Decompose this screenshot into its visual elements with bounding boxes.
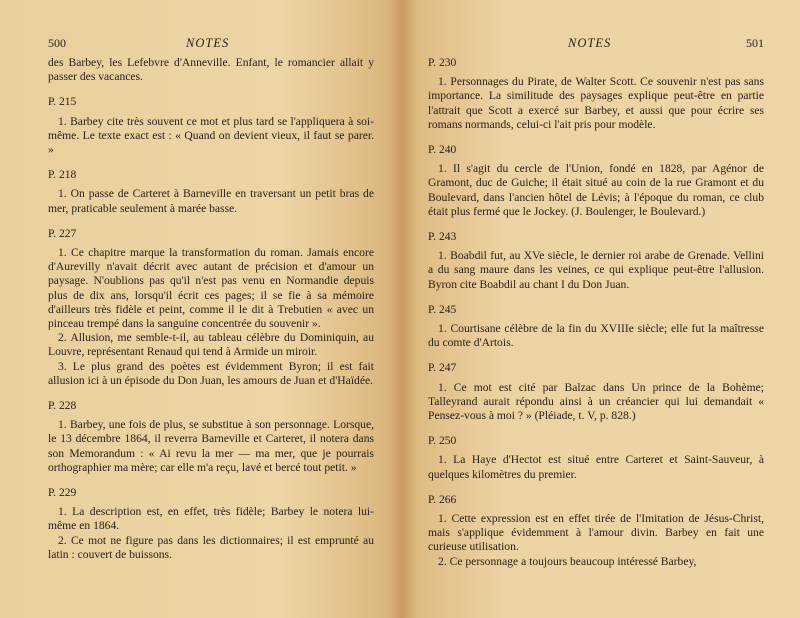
running-head-title: NOTES	[568, 36, 612, 50]
note-text: 1. Barbey cite très souvent ce mot et plus tard se l'appliquera à soi-même. Le texte exact est : « Quand on devient vieux, il faut se parer. »	[48, 114, 374, 157]
note-text: 1. Ce chapitre marque la transformation du roman. Jamais encore d'Aurevilly n'avait décrit avec autant de précision et d'amour un paysage. N'oublions pas qu'il n'est pas venu en Normandie depuis plus de dix ans, lorsqu'il écrit ces pages; il se fie à sa mémoire d'ailleurs très fidèle et peint, comme il le dit à Trebutien « avec un pinceau trempé dans la sanguine concentrée du souvenir ».	[48, 246, 374, 331]
note-ref: P. 230	[428, 56, 457, 69]
left-running-head	[48, 34, 374, 56]
running-head-title: NOTES	[186, 36, 230, 50]
note-block	[48, 399, 374, 475]
note-text: 1. Courtisane célèbre de la fin du XVIIIe siècle; elle fut la maîtresse du comte d'Artois.	[428, 322, 764, 350]
note-block	[48, 168, 374, 216]
note-ref: P. 250	[428, 434, 457, 448]
note-text: 1. Boabdil fut, au XVe siècle, le dernier roi arabe de Grenade. Vellini a du sang maure dans les veines, ce qui explique peut-être l'allusion. Byron cite Boabdil au chant I du Don Juan.	[428, 249, 764, 291]
page-number: 501	[746, 36, 764, 50]
left-notes	[48, 56, 374, 562]
note-ref: P. 243	[428, 230, 457, 244]
note-block	[428, 230, 764, 292]
right-page	[402, 0, 800, 618]
note-block	[428, 493, 764, 569]
note-text: 1. Barbey, une fois de plus, se substitue à son personnage. Lorsque, le 13 décembre 1864, il reverra Barneville et Carteret, il notera dans son Memorandum : « Ai revu la mer — ma mer, que je pourrais orthographier ma mère; car elle m'a reçu, lavé et bercé tout petit. »	[48, 418, 374, 474]
note-block	[48, 227, 374, 388]
note-ref: P. 247	[428, 361, 457, 375]
note-ref: P. 227	[48, 226, 77, 240]
note-block	[428, 303, 764, 351]
note-text: 1. La description est, en effet, très fidèle; Barbey le notera lui-même en 1864.	[48, 505, 374, 533]
note-block	[428, 361, 764, 423]
page-number: 500	[48, 36, 66, 50]
note-ref: P. 266	[428, 492, 457, 506]
note-ref: P. 240	[428, 143, 457, 157]
note-ref: P. 218	[48, 168, 77, 182]
carryover-text: des Barbey, les Lefebvre d'Anneville. Enfant, le romancier allait y passer des vacances.	[48, 56, 374, 84]
right-notes	[428, 56, 764, 569]
note-block	[48, 95, 374, 157]
carryover-note	[48, 56, 374, 84]
note-block	[428, 434, 764, 482]
right-running-head	[428, 34, 764, 56]
note-text: 2. Allusion, me semble-t-il, au tableau célèbre du Dominiquin, au Louvre, représentant Renaud qui tend à Armide un miroir.	[48, 331, 374, 359]
note-ref: P. 215	[48, 95, 77, 109]
note-text: 1. On passe de Carteret à Barneville en traversant un petit bras de mer, praticable seulement à marée basse.	[48, 187, 374, 215]
note-text: 3. Le plus grand des poètes est évidemment Byron; il est fait allusion ici à un épisode du Don Juan, les amours de Juan et d'Haïdée.	[48, 359, 374, 387]
note-text: 1. Ce mot est cité par Balzac dans Un prince de la Bohème; Talleyrand aurait répondu ainsi à un créancier qui lui demandait « Pensez-vous à moi ? » (Pléiade, t. V, p. 828.)	[428, 380, 764, 423]
note-block	[428, 143, 764, 219]
note-text: 2. Ce mot ne figure pas dans les dictionnaires; il est emprunté au latin : couvert de buissons.	[48, 533, 374, 561]
note-text: 1. Personnages du Pirate, de Walter Scott. Ce souvenir n'est pas sans importance. La similitude des paysages explique peut-être en partie l'attrait que Scott a exercé sur Barbey, et aussi que pour écrire ses romans normands, celui-ci l'ait pris pour modèle.	[428, 75, 764, 131]
note-ref: P. 229	[48, 486, 77, 500]
note-text: 1. La Haye d'Hectot est situé entre Carteret et Saint-Sauveur, à quelques kilomètres du premier.	[428, 453, 764, 481]
note-block	[48, 486, 374, 562]
note-text: 1. Cette expression est en effet tirée de l'Imitation de Jésus-Christ, mais s'applique évidemment à l'amour divin. Barbey en fait une curieuse utilisation.	[428, 512, 764, 554]
note-text: 1. Il s'agit du cercle de l'Union, fondé en 1828, par Agénor de Gramont, duc de Guiche; il était situé au coin de la rue Gramont et du Boulevard, dans l'ancien hôtel de Lévis; à l'époque du roman, ce club était plus fermé que le Jockey. (J. Boulenger, le Boulevard.)	[428, 162, 764, 218]
note-block	[428, 56, 764, 132]
note-ref: P. 245	[428, 302, 457, 316]
note-ref: P. 228	[48, 399, 77, 413]
note-text: 2. Ce personnage a toujours beaucoup intéressé Barbey,	[438, 554, 697, 568]
